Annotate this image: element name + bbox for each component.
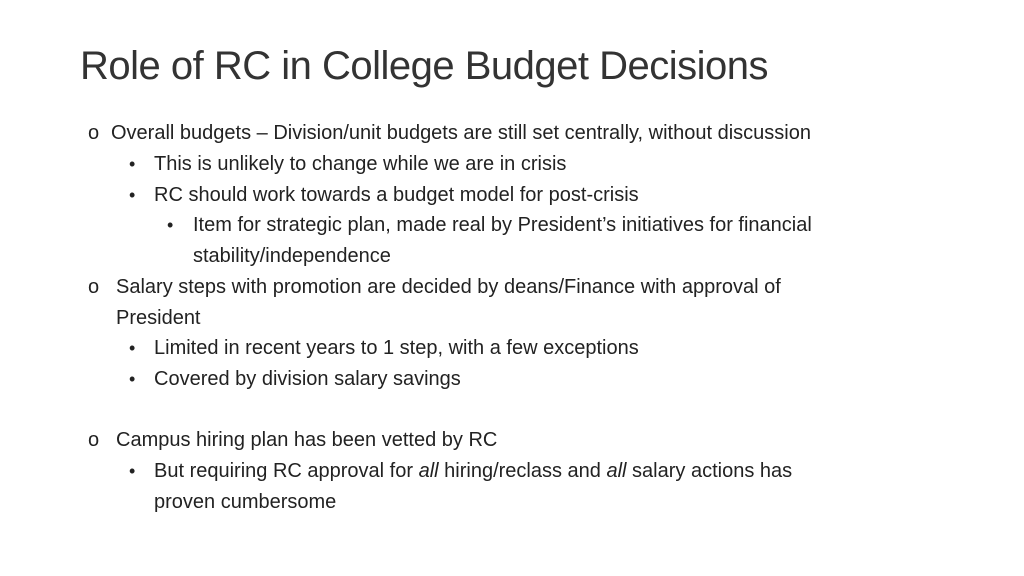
slide-title: Role of RC in College Budget Decisions — [80, 44, 769, 88]
bullet-marker: • — [129, 185, 136, 205]
requiring-approval-part: hiring/reclass and — [438, 460, 607, 482]
hiring-plan-text: Campus hiring plan has been vetted by RC — [116, 429, 498, 451]
unlikely-change-text: This is unlikely to change while we are in crisis — [154, 153, 567, 175]
salary-steps-text-cont: President — [116, 307, 201, 329]
bullet-marker: • — [129, 369, 136, 389]
strategic-plan-text-cont: stability/independence — [193, 245, 391, 267]
requiring-approval-part: salary actions has — [626, 460, 793, 482]
requiring-approval-text — [154, 459, 792, 483]
requiring-approval-part: But requiring RC approval for — [154, 460, 419, 482]
level1-marker: o — [88, 122, 100, 144]
bullet-marker: • — [129, 154, 136, 174]
strategic-plan-text: Item for strategic plan, made real by President’s initiatives for financial — [193, 214, 812, 236]
bullet-marker: • — [167, 215, 174, 235]
emphasis-all: all — [418, 460, 439, 482]
salary-steps-text: Salary steps with promotion are decided by deans/Finance with approval of — [116, 276, 781, 298]
requiring-approval-text-cont: proven cumbersome — [154, 491, 337, 513]
level1-marker: o — [88, 276, 100, 298]
covered-savings-text: Covered by division salary savings — [154, 368, 461, 390]
emphasis-all: all — [606, 460, 627, 482]
rc-model-text: RC should work towards a budget model for post-crisis — [154, 184, 639, 206]
bullet-marker: • — [129, 338, 136, 358]
limited-recent-text: Limited in recent years to 1 step, with a few exceptions — [154, 337, 639, 359]
overall-budgets-text: Overall budgets – Division/unit budgets are still set centrally, without discussion — [111, 122, 811, 144]
bullet-marker: • — [129, 461, 136, 481]
level1-marker: o — [88, 429, 100, 451]
